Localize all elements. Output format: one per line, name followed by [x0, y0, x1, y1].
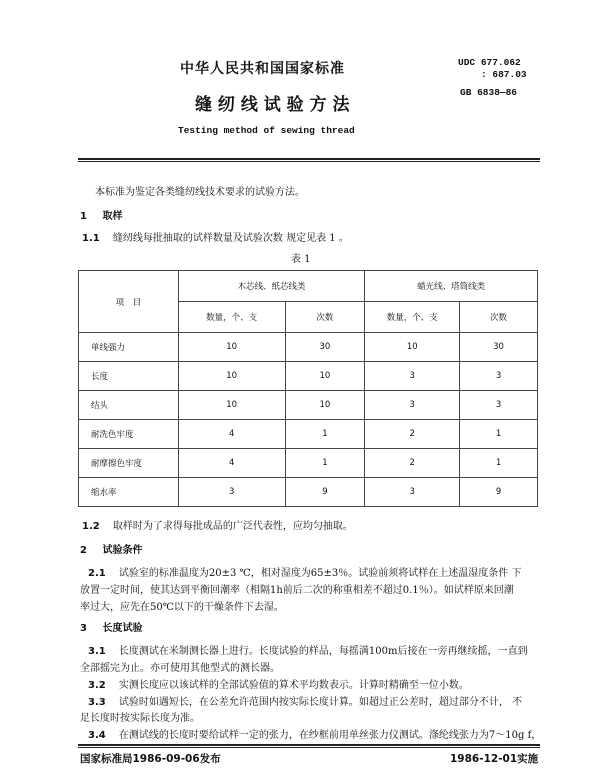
table-row	[79, 449, 538, 478]
table-subheader-times: 次数	[285, 302, 365, 333]
table-cell: 3	[178, 478, 285, 507]
clause-2-1-line3: 率过大，应先在50℃以下的干燥条件下去湿。	[80, 602, 284, 613]
row-label: 缩水率	[79, 478, 179, 507]
clause-3-3-line1	[88, 694, 522, 711]
clause-3-2	[88, 677, 469, 694]
table-cell: 10	[178, 391, 285, 420]
section1-heading	[80, 208, 122, 225]
document-title: 缝 纫 线 试 验 方 法	[195, 95, 350, 115]
clause-2-1-line1	[88, 565, 521, 582]
sampling-table	[78, 270, 538, 507]
table-subheader-qty: 数量，个、支	[178, 302, 285, 333]
table-cell: 10	[365, 333, 460, 362]
clause-3-1-line2: 全部摇完为止。亦可使用其他型式的测长器。	[80, 663, 280, 674]
row-label: 耐摩擦色牢度	[79, 449, 179, 478]
document-subtitle-en: Testing method of sewing thread	[178, 125, 355, 136]
section2-heading	[80, 542, 142, 559]
clause-3-2-number: 3.2	[88, 680, 106, 691]
table-cell: 10	[285, 362, 365, 391]
table-row	[79, 420, 538, 449]
table-cell: 1	[285, 420, 365, 449]
clause-2-1-number: 2.1	[88, 568, 106, 579]
table-cell: 10	[178, 362, 285, 391]
clause-3-3-number: 3.3	[88, 697, 106, 708]
section3-number: 3	[80, 623, 87, 634]
table-cell: 10	[178, 333, 285, 362]
table-cell: 4	[178, 420, 285, 449]
table-cell: 9	[285, 478, 365, 507]
table-cell: 3	[365, 478, 460, 507]
issuing-org-title: 中华人民共和国国家标准	[180, 61, 345, 77]
gb-code: GB 6838—86	[460, 87, 518, 98]
table-header-item: 项 目	[79, 271, 179, 333]
udc-line2: : 687.03	[481, 69, 527, 80]
table-cell: 9	[460, 478, 538, 507]
clause-1-1-number: 1.1	[82, 233, 100, 244]
section2-number: 2	[80, 545, 87, 556]
table-cell: 3	[365, 391, 460, 420]
header-rule-bottom	[78, 161, 540, 162]
table-header-group2: 蜡光线、塔筒线类	[365, 271, 538, 302]
clause-3-1-line1	[88, 643, 527, 660]
row-label: 长度	[79, 362, 179, 391]
header-rule-top	[78, 158, 540, 160]
footer-rule-bottom	[78, 747, 540, 748]
section3-title: 长度试验	[102, 623, 143, 634]
row-label: 单线强力	[79, 333, 179, 362]
section1-number: 1	[80, 211, 87, 222]
table-cell: 4	[178, 449, 285, 478]
clause-3-3-text: 试验时如遇短长，在公差允许范围内按实际长度计算。如超过正公差时，超过部分不计， 不	[118, 697, 523, 708]
intro-paragraph: 本标准为鉴定各类缝纫线技术要求的试验方法。	[95, 187, 305, 198]
table-header-group1: 木芯线、纸芯线类	[178, 271, 365, 302]
row-label: 结头	[79, 391, 179, 420]
table-row	[79, 478, 538, 507]
table-cell: 3	[460, 391, 538, 420]
section2-title: 试验条件	[102, 545, 143, 556]
table-cell: 30	[285, 333, 365, 362]
table-subheader-times: 次数	[460, 302, 538, 333]
table-cell: 3	[460, 362, 538, 391]
clause-1-2-text: 取样时为了求得每批成品的广泛代表性，应均匀抽取。	[112, 521, 353, 532]
clause-3-4-text: 在测试线的长度时要给试样一定的张力，在纱框前用单丝张力仪测试。涤纶线张力为7～10g f，	[118, 730, 542, 741]
clause-3-4	[88, 727, 541, 744]
table-cell: 1	[460, 449, 538, 478]
clause-3-4-number: 3.4	[88, 730, 106, 741]
table-cell: 3	[365, 362, 460, 391]
table-cell: 30	[460, 333, 538, 362]
clause-2-1-line2: 放置一定时间，使其达到平衡回潮率（相隔1h前后二次的称重相差不超过0.1％）。如试样原来回潮	[80, 585, 514, 596]
clause-3-3-line2: 足长度时按实际长度为准。	[80, 713, 200, 724]
table-caption: 表 1	[291, 254, 311, 265]
table-cell: 1	[285, 449, 365, 478]
effective-date: 1986-12-01实施	[450, 753, 539, 765]
clause-3-2-text: 实测长度应以该试样的全部试验值的算术平均数表示。计算时精确至一位小数。	[118, 680, 469, 691]
table-subheader-qty: 数量，个、支	[365, 302, 460, 333]
footer-rule-top	[78, 744, 540, 746]
section1-title: 取样	[102, 211, 123, 222]
clause-3-1-number: 3.1	[88, 646, 106, 657]
table-cell: 1	[460, 420, 538, 449]
table-cell: 2	[365, 449, 460, 478]
clause-1-2-number: 1.2	[82, 521, 100, 532]
row-label: 耐洗色牢度	[79, 420, 179, 449]
section3-heading	[80, 620, 142, 637]
table-cell: 10	[285, 391, 365, 420]
clause-1-1-text: 缝纫线每批抽取的试样数量及试验次数 规定见表 1 。	[112, 233, 349, 244]
table-row	[79, 333, 538, 362]
clause-1-1	[82, 230, 349, 247]
table-row	[79, 362, 538, 391]
udc-label: UDC	[458, 57, 476, 68]
issue-date: 国家标准局1986-09-06发布	[80, 753, 221, 765]
udc-line1: 677.062	[480, 57, 521, 68]
table-row	[79, 391, 538, 420]
clause-2-1-text: 试验室的标准温度为20±3 ℃，相对湿度为65±3％。试验前须将试样在上述温湿度条件 下	[118, 568, 522, 579]
clause-1-2	[82, 518, 353, 535]
clause-3-1-text: 长度测试在米制测长器上进行。长度试验的样品，每摇满100m后接在一旁再继续摇，一直到	[118, 646, 528, 657]
table-cell: 2	[365, 420, 460, 449]
udc-block	[458, 57, 521, 68]
